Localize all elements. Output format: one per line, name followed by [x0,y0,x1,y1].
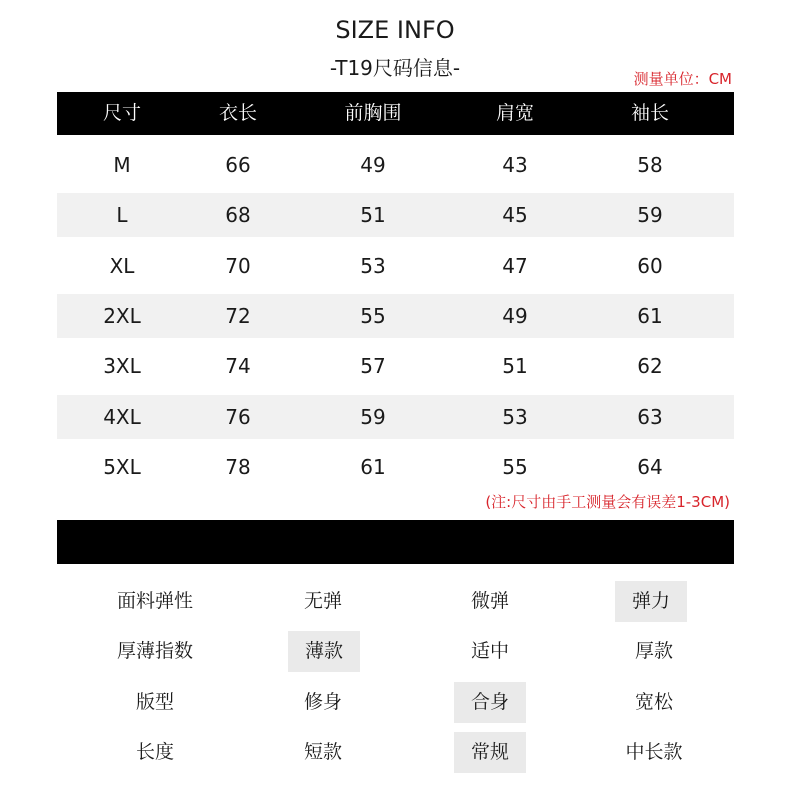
page-subtitle: -T19尺码信息- [329,56,461,80]
attr-option-selected: 弹力 [615,581,687,622]
cell: 68 [225,203,251,227]
table-row [57,193,734,237]
header-sleeve: 袖长 [630,102,669,124]
cell: 47 [502,254,528,278]
cell: 49 [502,304,528,328]
table-row [57,395,734,439]
attr-option-selected: 薄款 [288,631,360,672]
page-title: SIZE INFO [335,16,455,44]
header-length: 衣长 [218,102,257,124]
cell: 43 [502,153,528,177]
cell: 76 [225,405,251,429]
cell: 53 [502,405,528,429]
attr-option: 中长款 [625,741,683,763]
attr-option: 无弹 [303,590,342,612]
cell: 45 [502,203,528,227]
cell: 3XL [103,354,141,378]
cell: 58 [637,153,663,177]
header-chest: 前胸围 [344,102,402,124]
cell: 55 [360,304,386,328]
cell: 59 [637,203,663,227]
cell: M [113,153,131,177]
cell: 57 [360,354,386,378]
cell: 63 [637,405,663,429]
table-row [57,244,734,288]
table-row [57,344,734,388]
cell: 72 [225,304,251,328]
cell: 61 [360,455,386,479]
cell: 70 [225,254,251,278]
table-row [57,445,734,489]
cell: 66 [225,153,251,177]
cell: 51 [502,354,528,378]
attr-option: 短款 [303,741,342,763]
header-size: 尺寸 [102,102,141,124]
cell: 62 [637,354,663,378]
cell: 74 [225,354,251,378]
cell: 61 [637,304,663,328]
cell: 53 [360,254,386,278]
attr-option-selected: 合身 [454,682,526,723]
cell: 4XL [103,405,141,429]
attr-label-thickness: 厚薄指数 [116,640,193,662]
attr-option-selected: 常规 [454,732,526,773]
cell: 2XL [103,304,141,328]
cell: 78 [225,455,251,479]
attr-label-elasticity: 面料弹性 [116,590,193,612]
table-row [57,143,734,187]
cell: 51 [360,203,386,227]
black-divider-band [57,520,734,564]
table-row [57,294,734,338]
cell: 64 [637,455,663,479]
attr-option: 厚款 [634,640,673,662]
measurement-note: (注:尺寸由手工测量会有误差1-3CM) [485,493,730,511]
cell: XL [109,254,135,278]
attr-option: 修身 [303,691,342,713]
cell: 60 [637,254,663,278]
cell: 5XL [103,455,141,479]
size-table-header [57,92,734,135]
cell: 55 [502,455,528,479]
cell: 49 [360,153,386,177]
attr-option: 适中 [470,640,509,662]
unit-note: 测量单位：CM [633,70,732,88]
header-shoulder: 肩宽 [495,102,534,124]
attr-option: 微弹 [470,590,509,612]
attr-label-fit: 版型 [135,691,174,713]
cell: L [116,203,128,227]
cell: 59 [360,405,386,429]
attr-option: 宽松 [634,691,673,713]
attr-label-length: 长度 [135,741,174,763]
